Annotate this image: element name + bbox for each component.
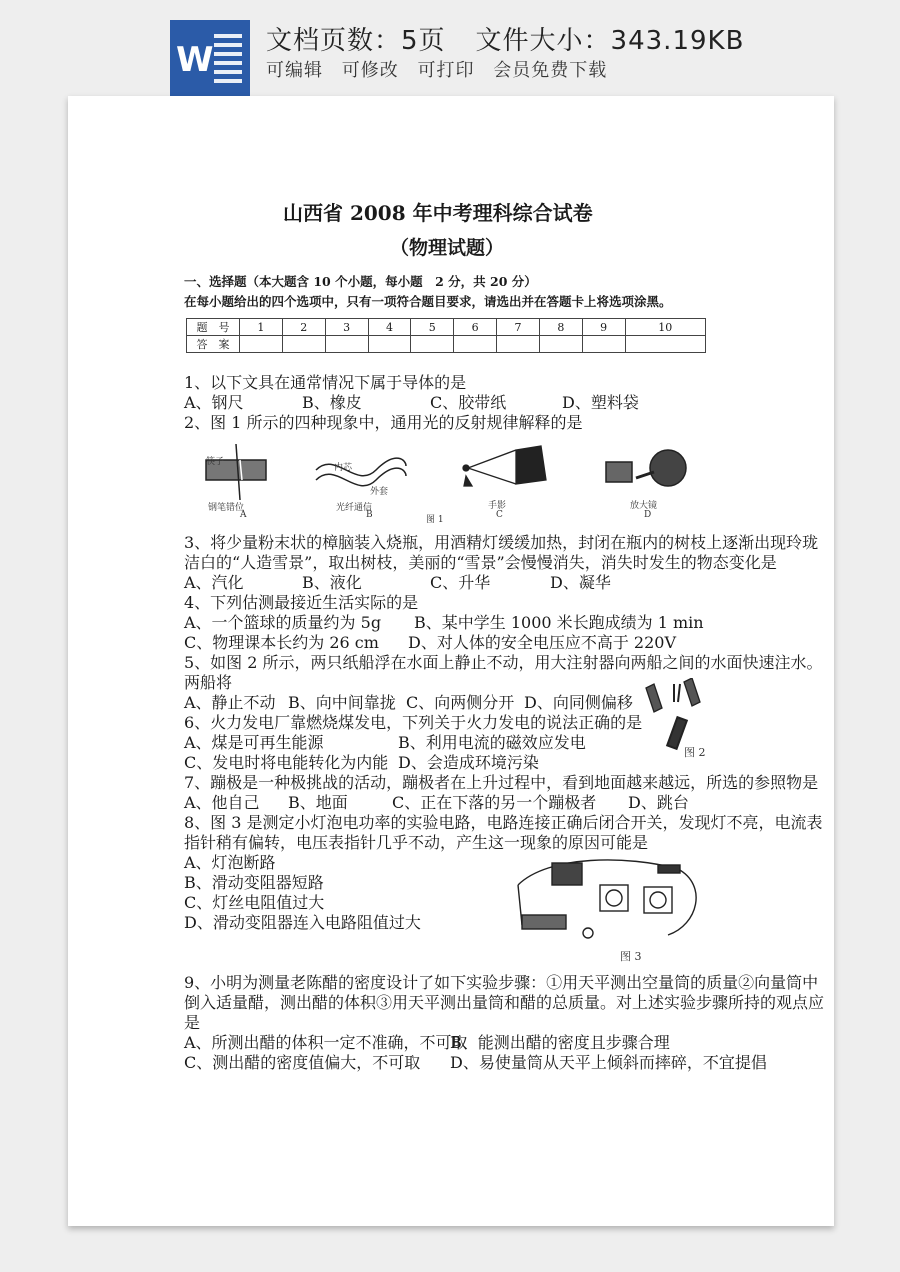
feature-printable: 可打印 <box>417 60 475 81</box>
table-cell: 8 <box>539 319 582 336</box>
q1-option-b: B、橡皮 <box>302 393 362 412</box>
figure-1-option-label: D <box>644 510 652 520</box>
figure-1-label: 手影 <box>488 501 507 511</box>
q9-stem-line2: 倒入适量醋，测出醋的体积③用天平测出量筒和醋的总质量。对上述实验步骤所持的观点应 <box>184 993 825 1012</box>
q9-stem-line1: 9、小明为测量老陈醋的密度设计了如下实验步骤：①用天平测出空量筒的质量②向量筒中 <box>184 973 819 992</box>
table-cell: 7 <box>497 319 540 336</box>
table-cell: 4 <box>368 319 411 336</box>
q3-option-a: A、汽化 <box>184 573 244 592</box>
q6-option-c: C、发电时将电能转化为内能 <box>184 753 389 772</box>
q1-stem: 1、以下文具在通常情况下属于导体的是 <box>184 373 467 392</box>
answer-cell <box>325 336 368 353</box>
q5-option-d: D、向同侧偏移 <box>524 693 633 712</box>
figure-3-circuit <box>508 855 708 947</box>
word-icon-letter: W <box>176 40 214 80</box>
q4-option-c: C、物理课本长约为 26 cm <box>184 633 379 652</box>
answer-table <box>186 318 706 353</box>
q6-option-a: A、煤是可再生能源 <box>184 733 324 752</box>
table-cell: 10 <box>625 319 705 336</box>
q9-stem-line3: 是 <box>184 1013 201 1032</box>
q8-option-c: C、灯丝电阻值过大 <box>184 893 325 912</box>
q7-option-a: A、他自己 <box>184 793 260 812</box>
figure-1-label: 筷子 <box>206 457 225 467</box>
figure-2-caption: 图 2 <box>684 746 706 759</box>
figure-1-label: 外套 <box>370 487 389 497</box>
answer-cell <box>240 336 283 353</box>
answer-cell <box>497 336 540 353</box>
q5-option-b: B、向中间靠拢 <box>288 693 396 712</box>
q6-option-b: B、利用电流的磁效应发电 <box>398 733 586 752</box>
q1-option-d: D、塑料袋 <box>562 393 639 412</box>
q5-option-c: C、向两侧分开 <box>406 693 515 712</box>
figure-1-label: 钢笔错位 <box>208 503 245 513</box>
answer-cell <box>282 336 325 353</box>
table-cell: 1 <box>240 319 283 336</box>
q4-option-d: D、对人体的安全电压应不高于 220V <box>408 633 677 652</box>
figure-1-caption: 图 1 <box>426 515 444 525</box>
q1-option-a: A、钢尺 <box>184 393 244 412</box>
figure-1-label: 光纤通信 <box>336 503 373 513</box>
q4-option-b: B、某中学生 1000 米长跑成绩为 1 min <box>414 613 704 632</box>
q8-stem-line1: 8、图 3 是测定小灯泡电功率的实验电路，电路连接正确后闭合开关，发现灯不亮，电流表 <box>184 813 823 832</box>
answer-cell <box>368 336 411 353</box>
q7-option-d: D、跳台 <box>628 793 689 812</box>
feature-editable: 可编辑 <box>266 60 323 81</box>
answer-cell <box>625 336 705 353</box>
q8-option-a: A、灯泡断路 <box>184 853 276 872</box>
q5-stem-line2: 两船将 <box>184 673 233 692</box>
answer-cell <box>539 336 582 353</box>
q9-option-d: D、易使量筒从天平上倾斜而摔碎，不宜提倡 <box>450 1053 767 1072</box>
q9-option-a: A、所测出醋的体积一定不准确，不可取 <box>184 1033 468 1052</box>
figure-1-label: 内芯 <box>334 463 353 473</box>
q3-stem-line1: 3、将少量粉末状的樟脑装入烧瓶，用酒精灯缓缓加热，封闭在瓶内的树枝上逐渐出现玲珑 <box>184 533 819 552</box>
table-cell: 2 <box>282 319 325 336</box>
q3-option-c: C、升华 <box>430 573 491 592</box>
table-cell: 5 <box>411 319 454 336</box>
table-cell: 答 案 <box>187 336 240 353</box>
q3-option-d: D、凝华 <box>550 573 611 592</box>
feature-modifiable: 可修改 <box>341 60 399 81</box>
page-subtitle: （物理试题） <box>390 237 505 259</box>
table-cell: 3 <box>325 319 368 336</box>
q9-option-b: B、能测出醋的密度且步骤合理 <box>450 1033 670 1052</box>
answer-cell <box>411 336 454 353</box>
table-row <box>187 319 706 336</box>
q2-stem: 2、图 1 所示的四种现象中，通用光的反射规律解释的是 <box>184 413 583 432</box>
file-info <box>266 20 774 57</box>
q7-stem: 7、蹦极是一种极挑战的活动，蹦极者在上升过程中，看到地面越来越远，所选的参照物是 <box>184 773 819 792</box>
figure-3-caption: 图 3 <box>620 950 642 963</box>
download-banner <box>0 0 900 96</box>
q5-stem-line1: 5、如图 2 所示，两只纸船浮在水面上静止不动，用大注射器向两船之间的水面快速注水。 <box>184 653 823 672</box>
section-instruction: 在每小题给出的四个选项中，只有一项符合题目要求，请选出并在答题卡上将选项涂黑。 <box>184 294 672 309</box>
q3-option-b: B、液化 <box>302 573 362 592</box>
q3-stem-line2: 洁白的“人造雪景”，取出树枝，美丽的“雪景”会慢慢消失，消失时发生的物态变化是 <box>184 553 777 572</box>
table-cell: 6 <box>454 319 497 336</box>
figure-1-option-label: B <box>366 510 373 520</box>
q6-option-d: D、会造成环境污染 <box>398 753 539 772</box>
figure-1-label: 放大镜 <box>630 501 658 511</box>
q8-stem-line2: 指针稍有偏转，电压表指针几乎不动，产生这一现象的原因可能是 <box>184 833 649 852</box>
file-size: 文件大小：343.19KB <box>475 26 745 56</box>
q7-option-b: B、地面 <box>288 793 348 812</box>
table-cell: 9 <box>582 319 625 336</box>
q1-option-c: C、胶带纸 <box>430 393 507 412</box>
feature-list <box>266 56 619 82</box>
q5-option-a: A、静止不动 <box>184 693 276 712</box>
page-title: 山西省 2008 年中考理科综合试卷 <box>283 201 593 225</box>
answer-cell <box>582 336 625 353</box>
section-heading: 一、选择题（本大题含 10 个小题，每小题 2 分，共 20 分） <box>184 274 537 289</box>
q9-option-c: C、测出醋的密度值偏大，不可取 <box>184 1053 421 1072</box>
figure-1-option-label: A <box>240 510 247 520</box>
figure-1-option-label: C <box>496 510 503 520</box>
q8-option-d: D、滑动变阻器连入电路阻值过大 <box>184 913 421 932</box>
answer-cell <box>454 336 497 353</box>
q4-option-a: A、一个篮球的质量约为 5g <box>184 613 382 632</box>
feature-member-download[interactable]: 会员免费下载 <box>493 60 608 81</box>
q6-stem: 6、火力发电厂靠燃烧煤发电，下列关于火力发电的说法正确的是 <box>184 713 643 732</box>
q7-option-c: C、正在下落的另一个蹦极者 <box>392 793 597 812</box>
table-cell: 题 号 <box>187 319 240 336</box>
table-row <box>187 336 706 353</box>
q4-stem: 4、下列估测最接近生活实际的是 <box>184 593 419 612</box>
q8-option-b: B、滑动变阻器短路 <box>184 873 324 892</box>
page-count: 文档页数：5页 <box>266 26 446 56</box>
word-document-icon <box>170 20 250 96</box>
